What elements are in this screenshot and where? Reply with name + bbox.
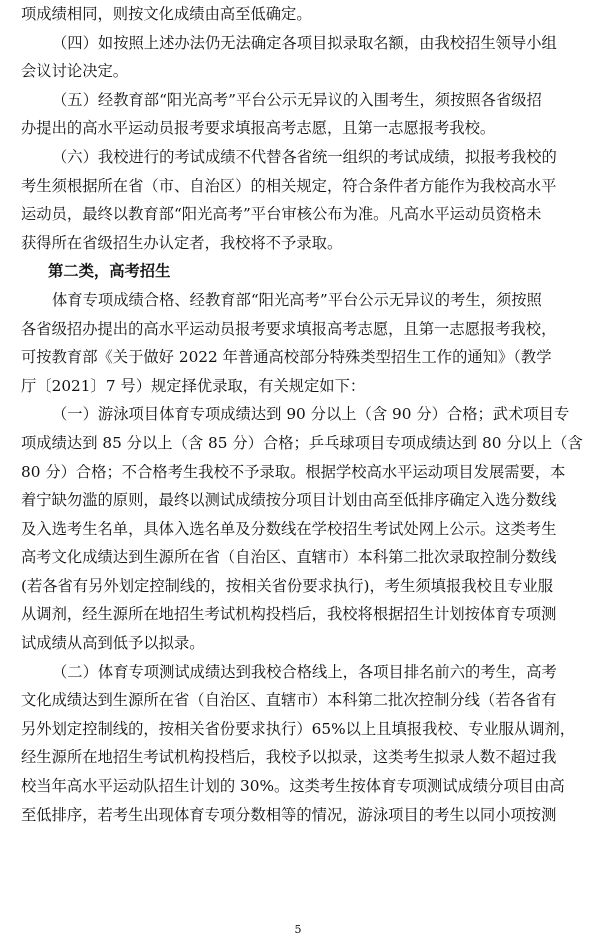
- paragraph-six-line-4: 获得所在省级招生办认定者，我校将不予录取。: [21, 233, 343, 252]
- clause-two-line-1: （二）体育专项测试成绩达到我校合格线上，各项目排名前六的考生，高考: [52, 662, 557, 681]
- document-body: [21, 0, 583, 829]
- paragraph-four-line-2: 会议讨论决定。: [21, 62, 129, 81]
- section-two-intro-line-2: 各省级招办提出的高水平运动员报考要求填报高考志愿，且第一志愿报考我校，: [21, 319, 557, 338]
- clause-two-line-6: 至低排序，若考生出现体育专项分数相等的情况，游泳项目的考生以同小项按测: [21, 805, 557, 824]
- clause-two-line-2: 文化成绩达到生源所在省（自治区、直辖市）本科第二批次控制分线（若各省有: [21, 691, 557, 710]
- paragraph-five-line-2: 办提出的高水平运动员报考要求填报高考志愿，且第一志愿报考我校。: [21, 119, 496, 138]
- clause-two-line-4: 经生源所在地招生考试机构投档后，我校予以拟录，这类考生拟录人数不超过我: [21, 748, 557, 767]
- section-two-intro-line-1: 体育专项成绩合格、经教育部“阳光高考”平台公示无异议的考生，须按照: [52, 290, 542, 309]
- section-heading: 第二类，高考招生: [48, 262, 171, 281]
- paragraph-five-line-1: （五）经教育部“阳光高考”平台公示无异议的入围考生，须按照各省级招: [52, 90, 542, 109]
- clause-one-line-3: 80 分）合格；不合格考生我校不予录取。根据学校高水平运动项目发展需要，本: [21, 462, 566, 481]
- clause-two-line-5: 校当年高水平运动队招生计划的 30%。这类考生按体育专项测试成绩分项目由高: [21, 777, 565, 796]
- clause-one-line-4: 着宁缺勿滥的原则，最终以测试成绩按分项目计划由高至低排序确定入选分数线: [21, 491, 557, 510]
- clause-one-line-6: 高考文化成绩达到生源所在省（自治区、直辖市）本科第二批次录取控制分数线: [21, 548, 557, 567]
- clause-one-line-5: 及入选考生名单，具体入选名单及分数线在学校招生考试处网上公示。这类考生: [21, 519, 557, 538]
- section-two-intro-line-4: 厅〔2021〕7 号）规定择优录取，有关规定如下：: [21, 376, 366, 395]
- clause-one-line-8: 从调剂，经生源所在地招生考试机构投档后，我校将根据招生计划按体育专项测: [21, 605, 557, 624]
- page-number: 5: [294, 923, 302, 936]
- paragraph-four-line-1: （四）如按照上述办法仍无法确定各项目拟录取名额，由我校招生领导小组: [52, 33, 557, 52]
- clause-one-line-7: (若各省有另外划定控制线的，按相关省份要求执行)，考生须填报我校且专业服: [21, 576, 554, 595]
- clause-one-line-9: 试成绩从高到低予以拟录。: [21, 634, 205, 653]
- clause-two-line-3: 另外划定控制线的，按相关省份要求执行）65%以上且填报我校、专业服从调剂，: [21, 719, 576, 738]
- clause-one-line-1: （一）游泳项目体育专项成绩达到 90 分以上（含 90 分）合格；武术项目专: [52, 405, 570, 424]
- paragraph-six-line-1: （六）我校进行的考试成绩不代替各省统一组织的考试成绩，拟报考我校的: [52, 147, 557, 166]
- section-two-intro-line-3: 可按教育部《关于做好 2022 年普通高校部分特殊类型招生工作的通知》（教学: [21, 348, 552, 367]
- paragraph-six-line-2: 考生须根据所在省（市、自治区）的相关规定，符合条件者方能作为我校高水平: [21, 176, 557, 195]
- text-line: 项成绩相同，则按文化成绩由高至低确定。: [21, 5, 312, 23]
- clause-one-line-2: 项成绩达到 85 分以上（含 85 分）合格；乒乓球项目专项成绩达到 80 分以上（含: [21, 433, 583, 452]
- paragraph-six-line-3: 运动员，最终以教育部“阳光高考”平台审核公布为准。凡高水平运动员资格未: [21, 205, 542, 224]
